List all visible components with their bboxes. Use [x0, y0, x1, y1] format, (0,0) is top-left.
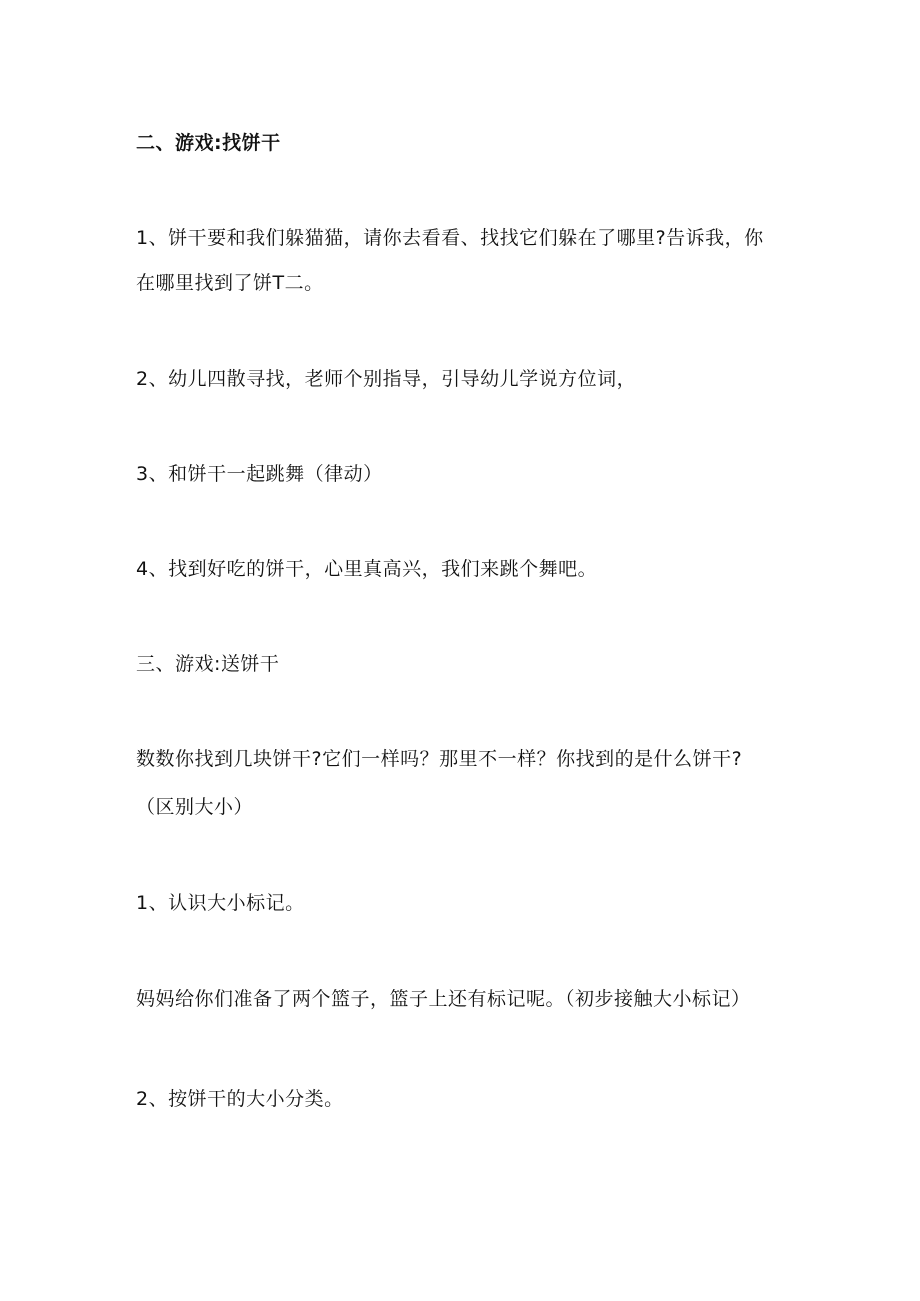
step-4-text: 4、找到好吃的饼干，心里真高兴，我们来跳个舞吧。 [136, 558, 598, 580]
step-1-line-1: 1、饼干要和我们躲猫猫，请你去看看、找找它们躲在了哪里?告诉我，你 [136, 227, 764, 249]
step-1-line-2: 在哪里找到了饼T二。 [136, 272, 324, 294]
substep-1-title: 1、认识大小标记。 [136, 892, 305, 914]
step-3-text: 3、和饼干一起跳舞（律动） [136, 463, 383, 485]
question-line-2: （区别大小） [136, 796, 254, 818]
substep-1-detail: 妈妈给你们准备了两个篮子，篮子上还有标记呢。（初步接触大小标记） [136, 988, 751, 1010]
section-heading-game-find-biscuits: 二、游戏:找饼干 [136, 132, 281, 154]
substep-2-title: 2、按饼干的大小分类。 [136, 1088, 344, 1110]
section-heading-game-send-biscuits: 三、游戏:送饼干 [136, 653, 280, 675]
question-line-1: 数数你找到几块饼干?它们一样吗？那里不一样？你找到的是什么饼干? [136, 748, 743, 770]
step-2-text: 2、幼儿四散寻找，老师个别指导，引导幼儿学说方位词， [136, 368, 637, 390]
